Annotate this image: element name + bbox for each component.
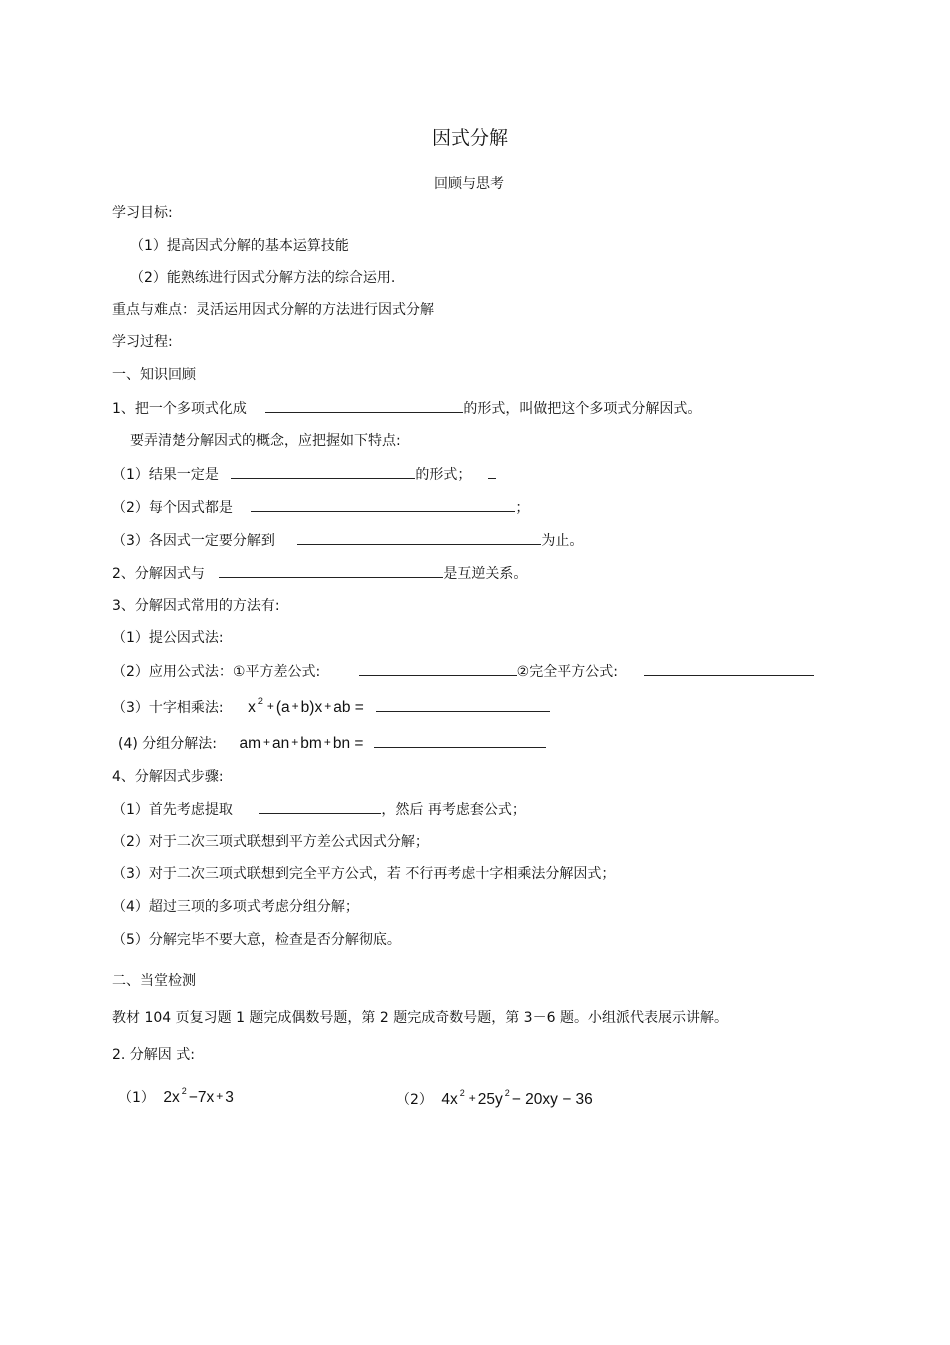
question-2-suffix: 是互逆关系。: [443, 566, 528, 582]
section1-heading: 一、知识回顾: [112, 367, 196, 383]
answer-blank[interactable]: [219, 563, 443, 578]
step-2: （2）对于二次三项式联想到平方差公式因式分解；: [112, 834, 429, 850]
formula-term: x: [248, 699, 256, 716]
question-2-prefix: 2、分解因式与: [112, 566, 205, 582]
answer-blank[interactable]: [297, 530, 541, 545]
problem-1-label: （1）: [118, 1090, 155, 1106]
answer-blank[interactable]: [259, 799, 381, 814]
question-3: 3、分解因式常用的方法有:: [112, 598, 280, 614]
answer-blank[interactable]: [376, 697, 550, 712]
textbook-assignment: 教材 104 页复习题 1 题完成偶数号题，第 2 题完成奇数号题，第 3－6 题。小组派代表展示讲解。: [112, 1010, 728, 1026]
question-4: 4、分解因式步骤:: [112, 769, 224, 785]
problem-1: [118, 1088, 234, 1109]
problem-2-expression: [441, 1088, 593, 1108]
method-3-label: （3）十字相乘法:: [112, 700, 224, 716]
formula-term: bm: [300, 735, 322, 752]
question-1-prefix: 1、把一个多项式化成: [112, 401, 247, 417]
answer-blank[interactable]: [231, 464, 415, 479]
page-title: 因式分解: [432, 127, 509, 149]
method-4: [118, 733, 546, 754]
formula-term: bn =: [332, 735, 364, 752]
formula-operator: +: [263, 735, 271, 749]
expr-term: − 20xy − 36: [511, 1091, 593, 1108]
expr-operator: +: [468, 1091, 476, 1105]
expr-term: 2x: [163, 1089, 180, 1106]
process-heading: 学习过程:: [112, 334, 173, 350]
step-1-prefix: （1）首先考虑提取: [112, 802, 233, 818]
method-2-prefix: （2）应用公式法：①平方差公式:: [112, 664, 321, 680]
expr-exponent: 2: [504, 1088, 510, 1098]
step-1-suffix: ，然后 再考虑套公式；: [381, 802, 526, 818]
answer-blank[interactable]: [359, 661, 517, 676]
answer-blank[interactable]: [644, 661, 814, 676]
question-1-note: 要弄清楚分解因式的概念，应把握如下特点:: [130, 433, 401, 449]
method-4-label: (4) 分组分解法:: [118, 736, 217, 752]
cross-multiplication-formula: [248, 696, 368, 716]
answer-blank[interactable]: [251, 497, 515, 512]
grouping-formula: [239, 735, 367, 752]
answer-blank[interactable]: [374, 733, 546, 748]
goals-heading: 学习目标:: [112, 205, 173, 221]
step-4: （4）超过三项的多项式考虑分组分解；: [112, 899, 359, 915]
expr-term: 4x: [441, 1091, 458, 1108]
formula-term: an: [272, 735, 290, 752]
expr-exponent: 2: [459, 1088, 465, 1098]
goal-item: （1）提高因式分解的基本运算技能: [130, 238, 349, 254]
answer-blank[interactable]: [265, 398, 463, 413]
method-3: [112, 697, 550, 719]
feature-2: [112, 497, 529, 518]
step-5: （5）分解完毕不要大意，检查是否分解彻底。: [112, 932, 401, 948]
question-1-suffix: 的形式，叫做把这个多项式分解因式。: [463, 401, 702, 417]
expr-term: 3: [225, 1089, 234, 1106]
feature-3-prefix: （3）各因式一定要分解到: [112, 533, 275, 549]
formula-operator: +: [266, 699, 274, 713]
formula-term: am: [239, 735, 261, 752]
step-1: [112, 799, 526, 820]
feature-1: [112, 464, 496, 485]
key-points: 重点与难点：灵活运用因式分解的方法进行因式分解: [112, 302, 434, 318]
feature-3-suffix: 为止。: [541, 533, 584, 549]
problem-2-label: （2）: [396, 1092, 433, 1108]
problem-2: [396, 1090, 593, 1111]
method-2: [112, 661, 814, 682]
formula-term: (a: [275, 699, 290, 716]
page-subtitle: 回顾与思考: [434, 176, 504, 192]
formula-operator: +: [324, 699, 332, 713]
expr-term: −7x: [188, 1089, 215, 1106]
expr-operator: +: [216, 1089, 224, 1103]
feature-1-suffix: 的形式；: [415, 467, 472, 483]
formula-exponent: 2: [257, 696, 263, 706]
factorize-prompt: 2. 分解因 式:: [112, 1047, 195, 1063]
goal-item: （2）能熟练进行因式分解方法的综合运用.: [130, 270, 396, 286]
expr-exponent: 2: [181, 1086, 187, 1096]
expr-term: 25y: [477, 1091, 503, 1108]
answer-blank[interactable]: [488, 464, 496, 479]
method-1: （1）提公因式法:: [112, 630, 224, 646]
formula-operator: +: [291, 735, 299, 749]
question-1: [112, 398, 701, 419]
formula-operator: +: [291, 699, 299, 713]
question-2: [112, 563, 527, 584]
section2-heading: 二、当堂检测: [112, 973, 196, 989]
feature-1-prefix: （1）结果一定是: [112, 467, 219, 483]
formula-term: b)x: [300, 699, 323, 716]
formula-term: ab =: [333, 699, 364, 716]
method-2-mid: ②完全平方公式:: [516, 664, 618, 680]
problem-1-expression: [163, 1086, 234, 1106]
feature-3: [112, 530, 583, 551]
formula-operator: +: [323, 735, 331, 749]
feature-2-suffix: ；: [515, 500, 530, 516]
feature-2-prefix: （2）每个因式都是: [112, 500, 233, 516]
step-3: （3）对于二次三项式联想到完全平方公式，若 不行再考虑十字相乘法分解因式；: [112, 866, 616, 882]
